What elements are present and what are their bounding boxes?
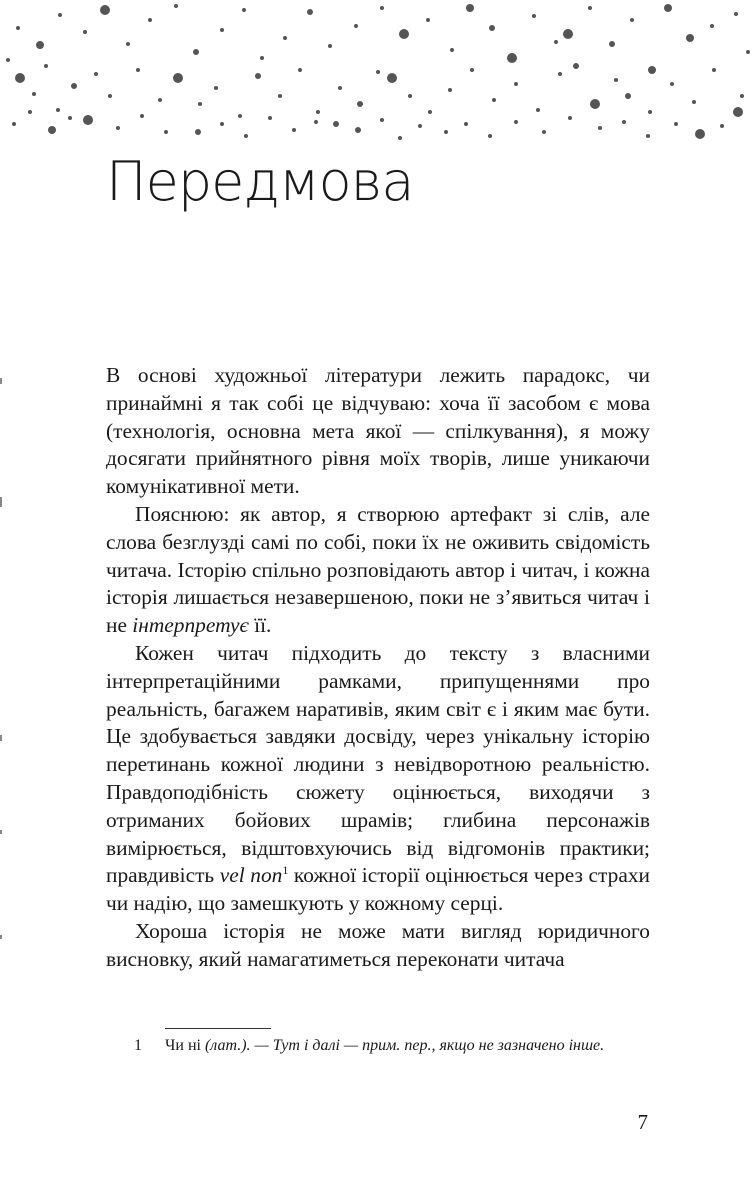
decorative-dot bbox=[193, 49, 199, 55]
decorative-dot bbox=[418, 124, 422, 128]
decorative-dot bbox=[614, 78, 618, 82]
decorative-dot bbox=[314, 120, 318, 124]
decorative-dot bbox=[514, 120, 518, 124]
italic-word: інтерпретує bbox=[132, 613, 249, 638]
decorative-dot-pattern bbox=[0, 0, 756, 150]
decorative-dot bbox=[720, 124, 724, 128]
decorative-dot bbox=[116, 126, 120, 130]
decorative-dot bbox=[357, 101, 363, 107]
decorative-dot bbox=[448, 88, 452, 92]
decorative-dot bbox=[220, 28, 224, 32]
decorative-dot bbox=[6, 58, 10, 62]
decorative-dot bbox=[238, 114, 242, 118]
paragraph-3: Кожен читач підходить до тексту з власними інтерпретаційними рамками, припущеннями про реальність, багажем наративів, яким світ є і яким має бути. Це здобувається завдяки досвіду, через унікальну історію перетинань кожної людини з невідворотною реальністю. Правдоподібність сюжету оцінюється, виходячи з отриманих бойових шрамів; глибина персонажів вимірюється, відштовхуючись від відгомонів практики; правдивість vel non$^1$ кожної історії оцінюється через страхи чи надію, що замешкують у кожному серці. bbox=[106, 640, 650, 916]
decorative-dot bbox=[692, 100, 696, 104]
footnote-reference[interactable]: 1 bbox=[282, 863, 289, 878]
decorative-dot bbox=[58, 13, 62, 17]
decorative-dot bbox=[664, 4, 672, 12]
decorative-dot bbox=[590, 99, 600, 109]
decorative-dot bbox=[15, 73, 25, 83]
decorative-dot bbox=[198, 102, 202, 106]
edge-mark bbox=[0, 935, 2, 939]
decorative-dot bbox=[83, 30, 87, 34]
decorative-dot bbox=[71, 83, 77, 89]
decorative-dot bbox=[333, 121, 339, 127]
decorative-dot bbox=[174, 4, 178, 8]
decorative-dot bbox=[283, 36, 287, 40]
decorative-dot bbox=[444, 130, 448, 134]
decorative-dot bbox=[32, 92, 36, 96]
decorative-dot bbox=[268, 116, 272, 120]
decorative-dot bbox=[568, 116, 572, 120]
decorative-dot bbox=[292, 128, 296, 132]
decorative-dot bbox=[746, 50, 750, 54]
edge-mark bbox=[0, 497, 2, 507]
decorative-dot bbox=[307, 9, 313, 15]
decorative-dot bbox=[164, 130, 168, 134]
decorative-dot bbox=[56, 108, 60, 112]
decorative-dot bbox=[94, 72, 98, 76]
decorative-dot bbox=[83, 115, 93, 125]
decorative-dot bbox=[464, 122, 468, 126]
decorative-dot bbox=[158, 98, 162, 102]
edge-mark bbox=[0, 378, 2, 384]
paragraph-4: Хороша історія не може мати вигляд юридичного висновку, який намагатиметься переконати читача bbox=[106, 918, 650, 971]
decorative-dot bbox=[573, 63, 579, 69]
decorative-dot bbox=[558, 72, 562, 76]
decorative-dot bbox=[489, 25, 495, 31]
decorative-dot bbox=[740, 94, 744, 98]
decorative-dot bbox=[136, 68, 140, 72]
decorative-dot bbox=[648, 66, 656, 74]
decorative-dot bbox=[380, 6, 384, 10]
decorative-dot bbox=[428, 110, 432, 114]
page-title: Передмова bbox=[106, 150, 414, 213]
decorative-dot bbox=[16, 26, 20, 30]
decorative-dot bbox=[733, 107, 743, 117]
decorative-dot bbox=[140, 114, 144, 118]
decorative-dot bbox=[328, 44, 332, 48]
body-text bbox=[106, 362, 650, 974]
decorative-dot bbox=[316, 110, 320, 114]
decorative-dot bbox=[354, 24, 358, 28]
decorative-dot bbox=[278, 94, 282, 98]
decorative-dot bbox=[598, 126, 602, 130]
decorative-dot bbox=[532, 14, 536, 18]
decorative-dot bbox=[648, 110, 652, 114]
decorative-dot bbox=[214, 86, 218, 90]
decorative-dot bbox=[399, 29, 409, 39]
decorative-dot bbox=[195, 129, 201, 135]
decorative-dot bbox=[609, 41, 615, 47]
italic-latin: vel non bbox=[219, 863, 283, 888]
decorative-dot bbox=[426, 18, 430, 22]
decorative-dot bbox=[712, 68, 716, 72]
decorative-dot bbox=[28, 110, 32, 114]
decorative-dot bbox=[686, 34, 694, 42]
paragraph-1: В основі художньої літератури лежить парадокс, чи принаймні я так собі це відчуваю: хоча її засобом є мова (технологія, основна мета якої — спілкування), я можу досягати прийнятного рівня моїх творів, лише уникаючи комунікативної мети. bbox=[106, 363, 650, 499]
decorative-dot bbox=[380, 118, 384, 122]
decorative-dot bbox=[48, 126, 56, 134]
decorative-dot bbox=[622, 120, 626, 124]
decorative-dot bbox=[492, 98, 496, 102]
decorative-dot bbox=[298, 68, 302, 72]
decorative-dot bbox=[148, 18, 152, 22]
decorative-dot bbox=[108, 94, 112, 98]
decorative-dot bbox=[507, 53, 517, 63]
footnote bbox=[106, 1035, 650, 1057]
decorative-dot bbox=[242, 8, 246, 12]
decorative-dot bbox=[588, 6, 592, 10]
decorative-dot bbox=[488, 134, 492, 138]
page-number: 7 bbox=[637, 1110, 648, 1134]
decorative-dot bbox=[554, 40, 558, 44]
footnote-divider bbox=[165, 1028, 271, 1029]
decorative-dot bbox=[220, 122, 224, 126]
footnote-number: 1 bbox=[134, 1037, 142, 1054]
decorative-dot bbox=[44, 64, 48, 68]
decorative-dot bbox=[625, 93, 631, 99]
decorative-dot bbox=[408, 94, 412, 98]
decorative-dot bbox=[376, 70, 380, 74]
decorative-dot bbox=[514, 82, 518, 86]
decorative-dot bbox=[173, 73, 183, 83]
decorative-dot bbox=[387, 73, 397, 83]
edge-mark bbox=[0, 735, 2, 741]
decorative-dot bbox=[710, 24, 714, 28]
decorative-dot bbox=[536, 108, 540, 112]
decorative-dot bbox=[12, 122, 16, 126]
decorative-dot bbox=[244, 134, 248, 138]
decorative-dot bbox=[630, 18, 634, 22]
decorative-dot bbox=[563, 29, 573, 39]
paragraph-2: Пояснюю: як автор, я створюю артефакт зі слів, але слова безглузді самі по собі, поки їх не оживить свідомість читача. Історію спільно розповідають автор і читач, і кожна історія лишається незавершеною, поки не з’явиться читач і не інтерпретує її. bbox=[106, 501, 650, 638]
decorative-dot bbox=[674, 122, 678, 126]
decorative-dot bbox=[338, 86, 342, 90]
decorative-dot bbox=[450, 48, 454, 52]
decorative-dot bbox=[470, 68, 474, 72]
decorative-dot bbox=[100, 5, 110, 15]
footnote-text: Чи ні (лат.). — Тут і далі — прим. пер., якщо не зазначено інше. bbox=[165, 1037, 605, 1054]
decorative-dot bbox=[466, 4, 474, 12]
decorative-dot bbox=[734, 12, 738, 16]
decorative-dot bbox=[255, 73, 261, 79]
decorative-dot bbox=[355, 127, 361, 133]
decorative-dot bbox=[670, 82, 674, 86]
edge-mark bbox=[0, 830, 2, 834]
decorative-dot bbox=[126, 42, 130, 46]
decorative-dot bbox=[646, 134, 650, 138]
decorative-dot bbox=[542, 130, 546, 134]
decorative-dot bbox=[68, 116, 72, 120]
decorative-dot bbox=[260, 56, 264, 60]
decorative-dot bbox=[36, 41, 44, 49]
decorative-dot bbox=[695, 129, 705, 139]
decorative-dot bbox=[398, 136, 402, 140]
